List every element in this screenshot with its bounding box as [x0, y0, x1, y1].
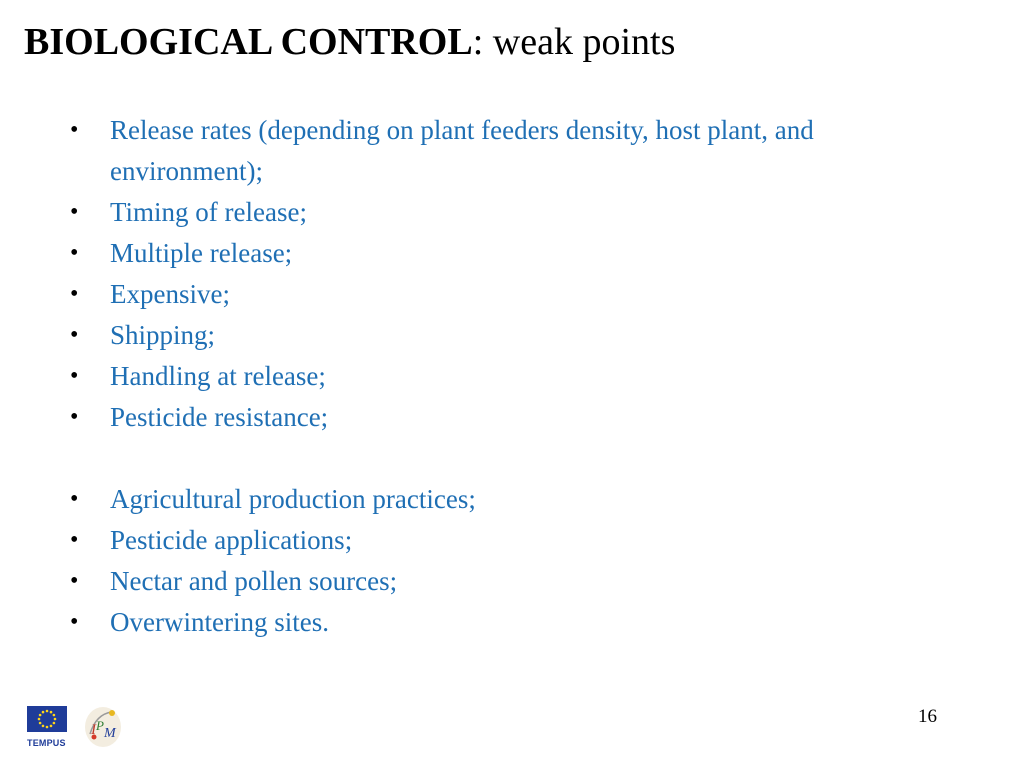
bullet-icon: • — [70, 322, 79, 348]
list-spacer — [70, 438, 970, 479]
list-item-text: Pesticide resistance; — [110, 402, 329, 432]
eu-flag-icon — [27, 706, 67, 732]
list-item — [70, 274, 970, 315]
bullet-icon: • — [70, 404, 79, 430]
bullet-icon: • — [70, 199, 79, 225]
list-item-text: Handling at release; — [110, 361, 326, 391]
list-item-text: Shipping; — [110, 320, 216, 350]
title-rest: : weak points — [472, 21, 676, 63]
page-number: 16 — [918, 706, 937, 727]
slide-title — [24, 22, 675, 64]
list-item — [70, 479, 970, 520]
list-item — [70, 233, 970, 274]
list-item — [70, 561, 970, 602]
eu-logo-caption: TEMPUS — [27, 738, 66, 748]
list-item — [70, 356, 970, 397]
list-item-text: Timing of release; — [110, 197, 307, 227]
bullet-icon: • — [70, 281, 79, 307]
svg-text:M: M — [104, 726, 116, 741]
svg-text:I: I — [91, 722, 96, 738]
ipm-logo — [82, 704, 124, 750]
eu-tempus-logo — [27, 706, 67, 750]
list-item-text: Expensive; — [110, 279, 230, 309]
list-item-text: Nectar and pollen sources; — [110, 566, 398, 596]
eu-stars-icon — [27, 706, 67, 732]
list-item-text: Release rates (depending on plant feeders density, host plant, and environment); — [110, 115, 814, 186]
list-item — [70, 520, 970, 561]
list-item — [70, 602, 970, 643]
list-item-text: Pesticide applications; — [110, 525, 353, 555]
list-item-text: Multiple release; — [110, 238, 293, 268]
list-item — [70, 192, 970, 233]
list-item — [70, 110, 970, 192]
ipm-logo-icon — [82, 704, 124, 750]
bullet-icon: • — [70, 363, 79, 389]
bullet-icon: • — [70, 240, 79, 266]
bullet-list — [70, 110, 970, 643]
bullet-icon: • — [70, 609, 79, 635]
title-bold: BIOLOGICAL CONTROL — [24, 21, 473, 63]
list-item-text: Agricultural production practices; — [110, 484, 476, 514]
bullet-icon: • — [70, 117, 79, 143]
list-item — [70, 397, 970, 438]
list-item-text: Overwintering sites. — [110, 607, 329, 637]
bullet-icon: • — [70, 486, 79, 512]
bullet-icon: • — [70, 568, 79, 594]
svg-text:P: P — [96, 718, 104, 733]
list-item — [70, 315, 970, 356]
bullet-icon: • — [70, 527, 79, 553]
